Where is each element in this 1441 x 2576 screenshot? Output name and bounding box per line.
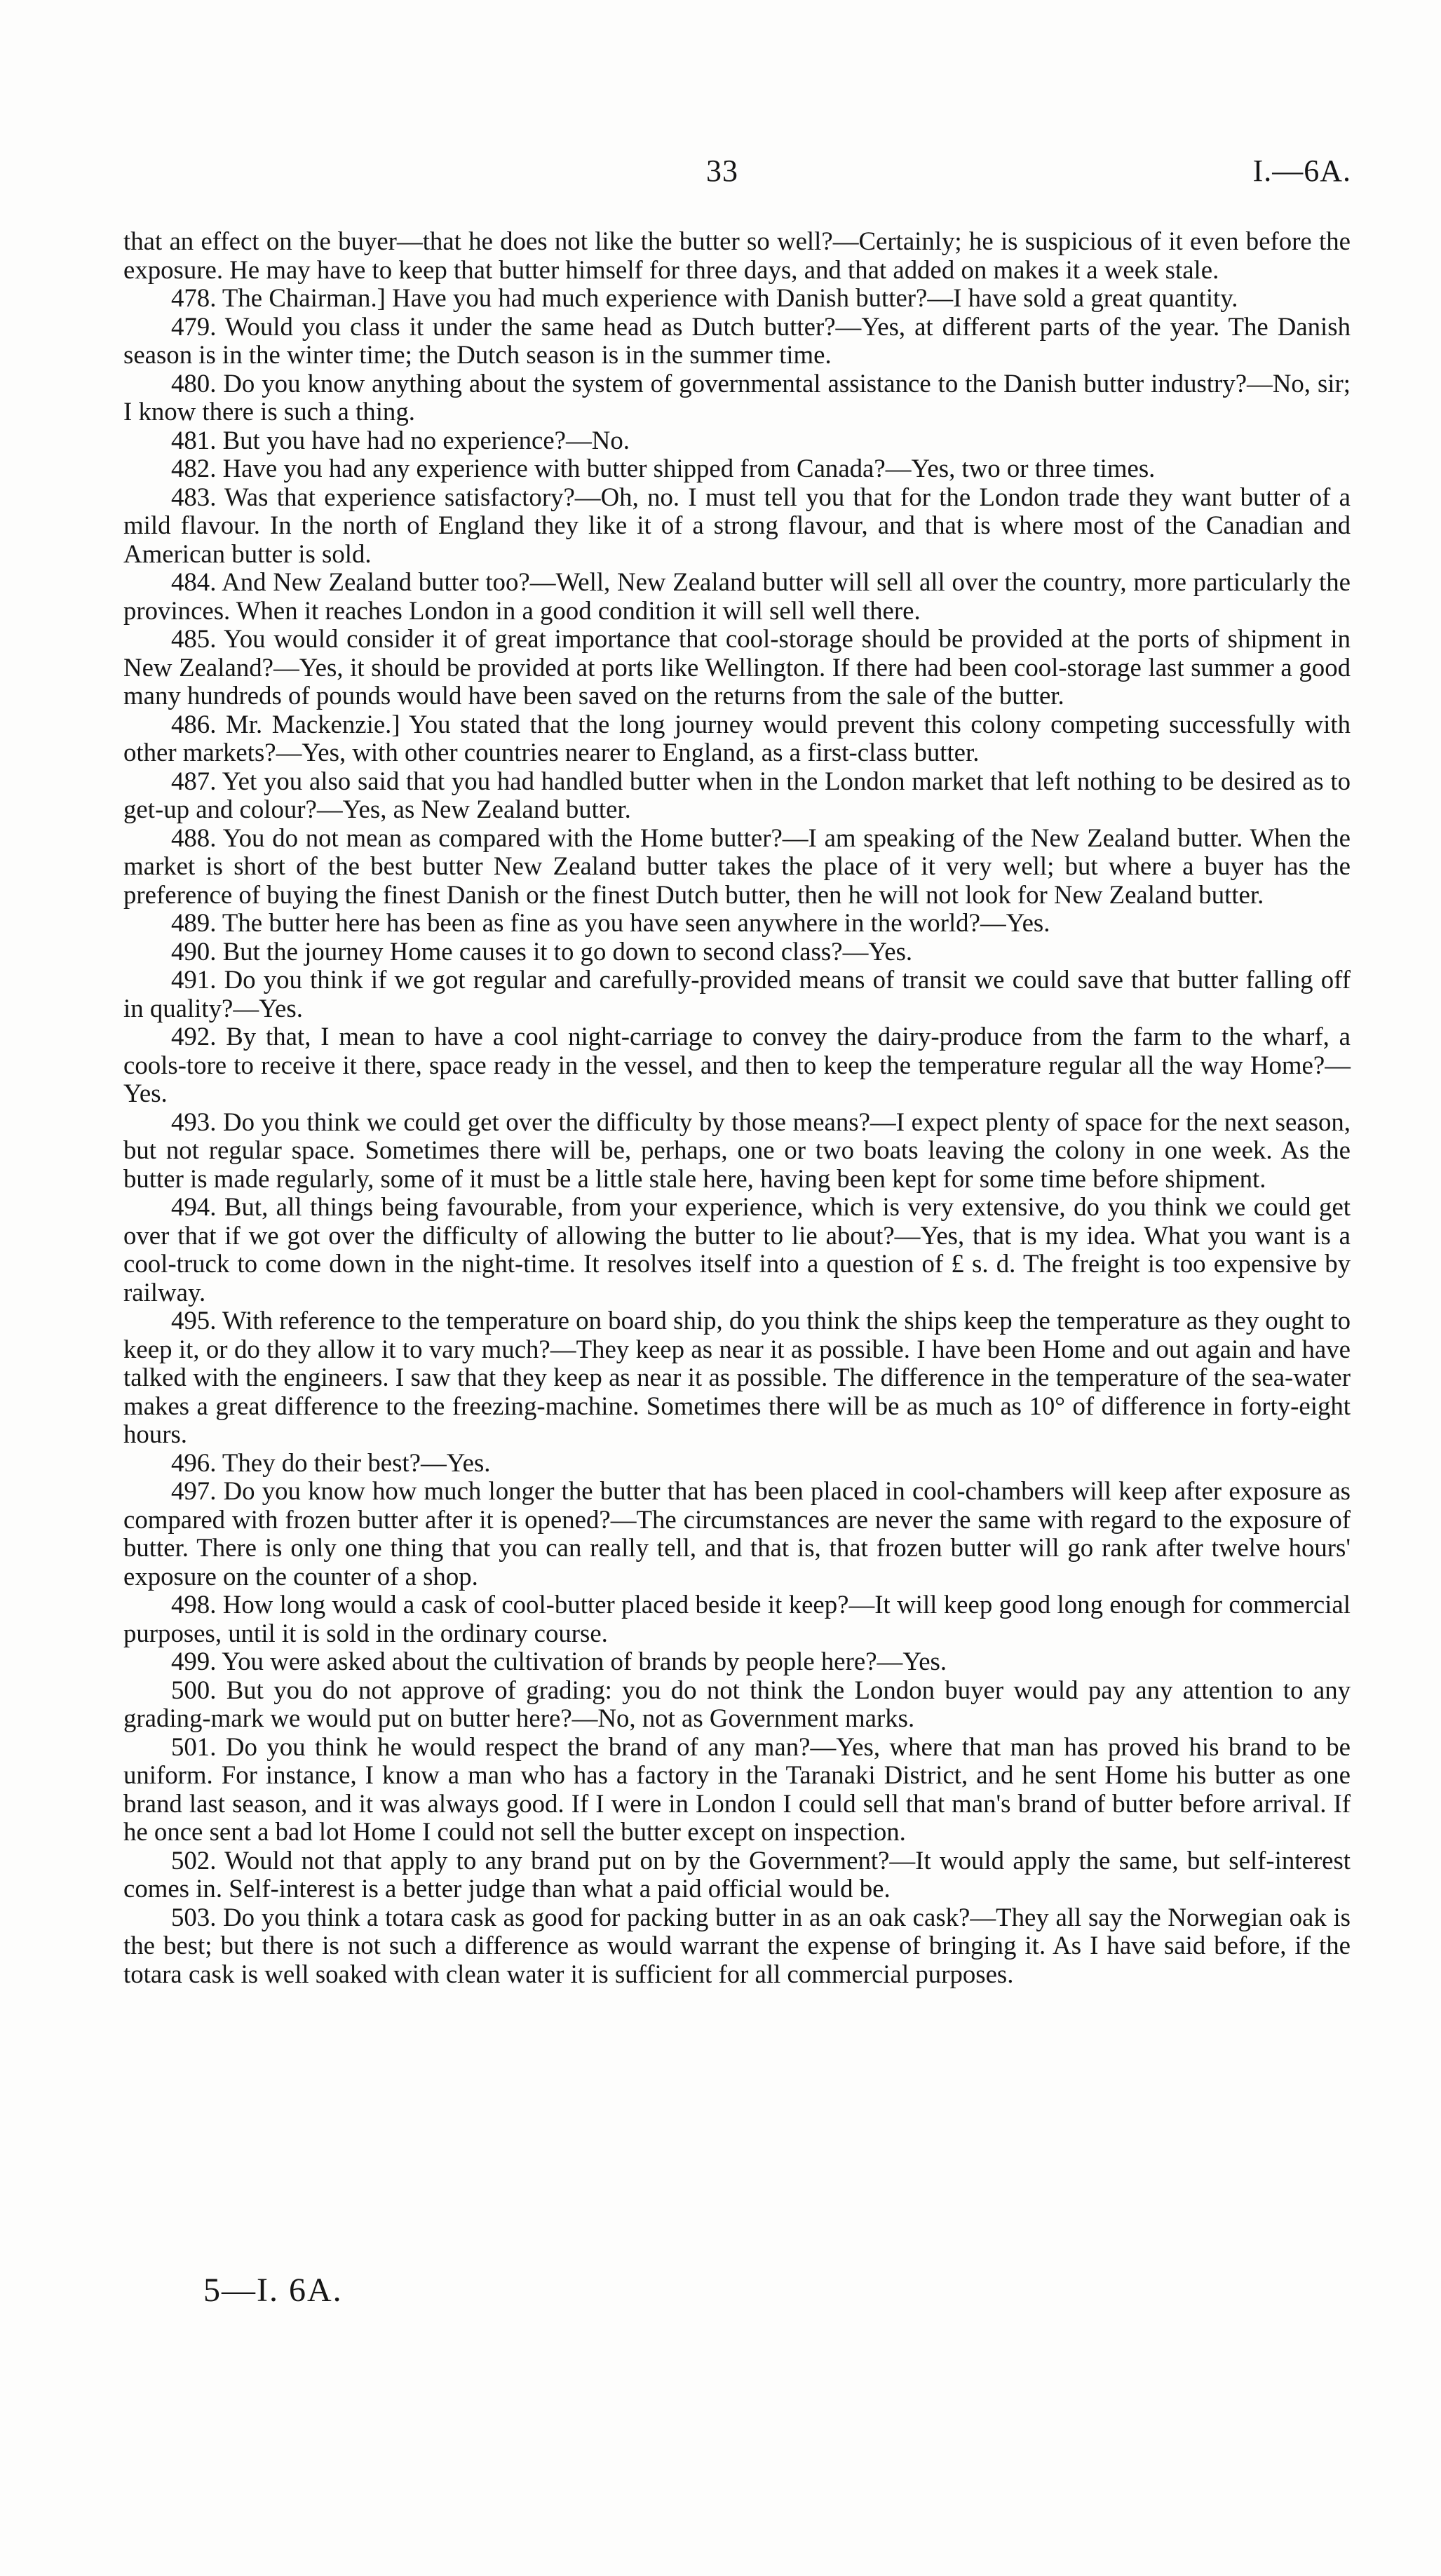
paragraph: 501. Do you think he would respect the brand of any man?—Yes, where that man has proved his brand to be uniform. For instance, I know a man who has a factory in the Taranaki District, and he sent Home his butter as one brand last season, and it was always good. If I were in London I could sell that man's brand of butter before arrival. If he once sent a bad lot Home I could not sell the butter except on inspection. — [123, 1732, 1351, 1846]
signature-mark: 5—I. 6A. — [203, 2272, 343, 2309]
paragraph: 484. And New Zealand butter too?—Well, New Zealand butter will sell all over the country, more particularly the provinces. When it reaches London in a good condition it will sell well there. — [123, 567, 1351, 625]
paragraph: 495. With reference to the temperature on board ship, do you think the ships keep the temperature as they ought to keep it, or do they allow it to vary much?—They keep as near it as possible. I have been Home and out again and have talked with the engineers. I saw that they keep as near it as possible. The difference in the temperature of the sea-water makes a great difference to the freezing-machine. Sometimes there will be as much as 10° of difference in forty-eight hours. — [123, 1306, 1351, 1448]
paragraph: 491. Do you think if we got regular and carefully-provided means of transit we could save that butter falling off in quality?—Yes. — [123, 965, 1351, 1023]
evidence-text — [123, 227, 1351, 1988]
paragraph: 494. But, all things being favourable, from your experience, which is very extensive, do you think we could get over that if we got over the difficulty of allowing the butter to lie about?—Yes, that is my idea. What you want is a cool-truck to come down in the night-time. It resolves itself into a question of £ s. d. The freight is too expensive by railway. — [123, 1192, 1351, 1307]
paragraph: 502. Would not that apply to any brand put on by the Government?—It would apply the same, but self-interest comes in. Self-interest is a better judge than what a paid official would be. — [123, 1845, 1351, 1903]
page-number: 33 — [706, 154, 738, 188]
paragraph: 493. Do you think we could get over the difficulty by those means?—I expect plenty of space for the next season, but not regular space. Sometimes there will be, perhaps, one or two boats leaving the colony in one week. As the butter is made regularly, some of it must be a little stale here, having been kept for some time before shipment. — [123, 1107, 1351, 1193]
paragraph: 492. By that, I mean to have a cool night-carriage to convey the dairy-produce from the farm to the wharf, a cools-tore to receive it there, space ready in the vessel, and then to keep the temperature regular all the way Home?—Yes. — [123, 1022, 1351, 1107]
paragraph: 478. The Chairman.] Have you had much experience with Danish butter?—I have sold a great quantity. — [171, 283, 1238, 312]
paragraph: 488. You do not mean as compared with the Home butter?—I am speaking of the New Zealand butter. When the market is short of the best butter New Zealand butter takes the place of it very well; but where a buyer has the preference of buying the finest Danish or the finest Dutch butter, then he will not look for New Zealand butter. — [123, 823, 1351, 909]
paragraph: 498. How long would a cask of cool-butter placed beside it keep?—It will keep good long enough for commercial purposes, until it is sold in the ordinary course. — [123, 1590, 1351, 1647]
paragraph: 500. But you do not approve of grading: you do not think the London buyer would pay any attention to any grading-mark we would put on butter here?—No, not as Government marks. — [123, 1675, 1351, 1732]
paragraph: 487. Yet you also said that you had handled butter when in the London market that left nothing to be desired as to get-up and colour?—Yes, as New Zealand butter. — [123, 766, 1351, 823]
paragraph: 482. Have you had any experience with butter shipped from Canada?—Yes, two or three times. — [171, 454, 1156, 483]
paragraph: 480. Do you know anything about the system of governmental assistance to the Danish butter industry?—No, sir; I know there is such a thing. — [123, 368, 1351, 426]
paragraph: 481. But you have had no experience?—No. — [171, 425, 630, 454]
paragraph: 499. You were asked about the cultivation of brands by people here?—Yes. — [171, 1647, 947, 1675]
paragraph: 490. But the journey Home causes it to go down to second class?—Yes. — [171, 936, 913, 966]
paragraph: 497. Do you know how much longer the butter that has been placed in cool-chambers will keep after exposure as compared with frozen butter after it is opened?—The circumstances are never the same with regard to the exposure of butter. There is only one thing that you can really tell, and that is, that frozen butter will go rank after twelve hours' exposure on the counter of a shop. — [123, 1476, 1351, 1591]
paragraph: 503. Do you think a totara cask as good for packing butter in as an oak cask?—They all say the Norwegian oak is the best; but there is not such a difference as would warrant the expense of bringing it. As I have said before, if the totara cask is well soaked with clean water it is sufficient for all commercial purposes. — [123, 1902, 1351, 1988]
paragraph: 479. Would you class it under the same head as Dutch butter?—Yes, at different parts of the year. The Danish season is in the winter time; the Dutch season is in the summer time. — [123, 311, 1351, 369]
paragraph: 486. Mr. Mackenzie.] You stated that the long journey would prevent this colony competing successfully with other markets?—Yes, with other countries nearer to England, as a first-class butter. — [123, 709, 1351, 767]
paper-reference: I.—6A. — [1252, 154, 1351, 188]
paragraph: 485. You would consider it of great importance that cool-storage should be provided at the ports of shipment in New Zealand?—Yes, it should be provided at ports like Wellington. If there had been cool-storage last summer a good many hundreds of pounds would have been saved on the returns from the sale of the butter. — [123, 624, 1351, 710]
paragraph: 489. The butter here has been as fine as you have seen anywhere in the world?—Yes. — [171, 908, 1050, 937]
paragraph: 496. They do their best?—Yes. — [171, 1448, 491, 1477]
paragraph: 483. Was that experience satisfactory?—Oh, no. I must tell you that for the London trade they want butter of a mild flavour. In the north of England they like it of a strong flavour, and that is where most of the Canadian and American butter is sold. — [123, 482, 1351, 568]
paragraph: that an effect on the buyer—that he does not like the butter so well?—Certainly; he is suspicious of it even before the exposure. He may have to keep that butter himself for three days, and that added on makes it a week stale. — [123, 227, 1351, 284]
